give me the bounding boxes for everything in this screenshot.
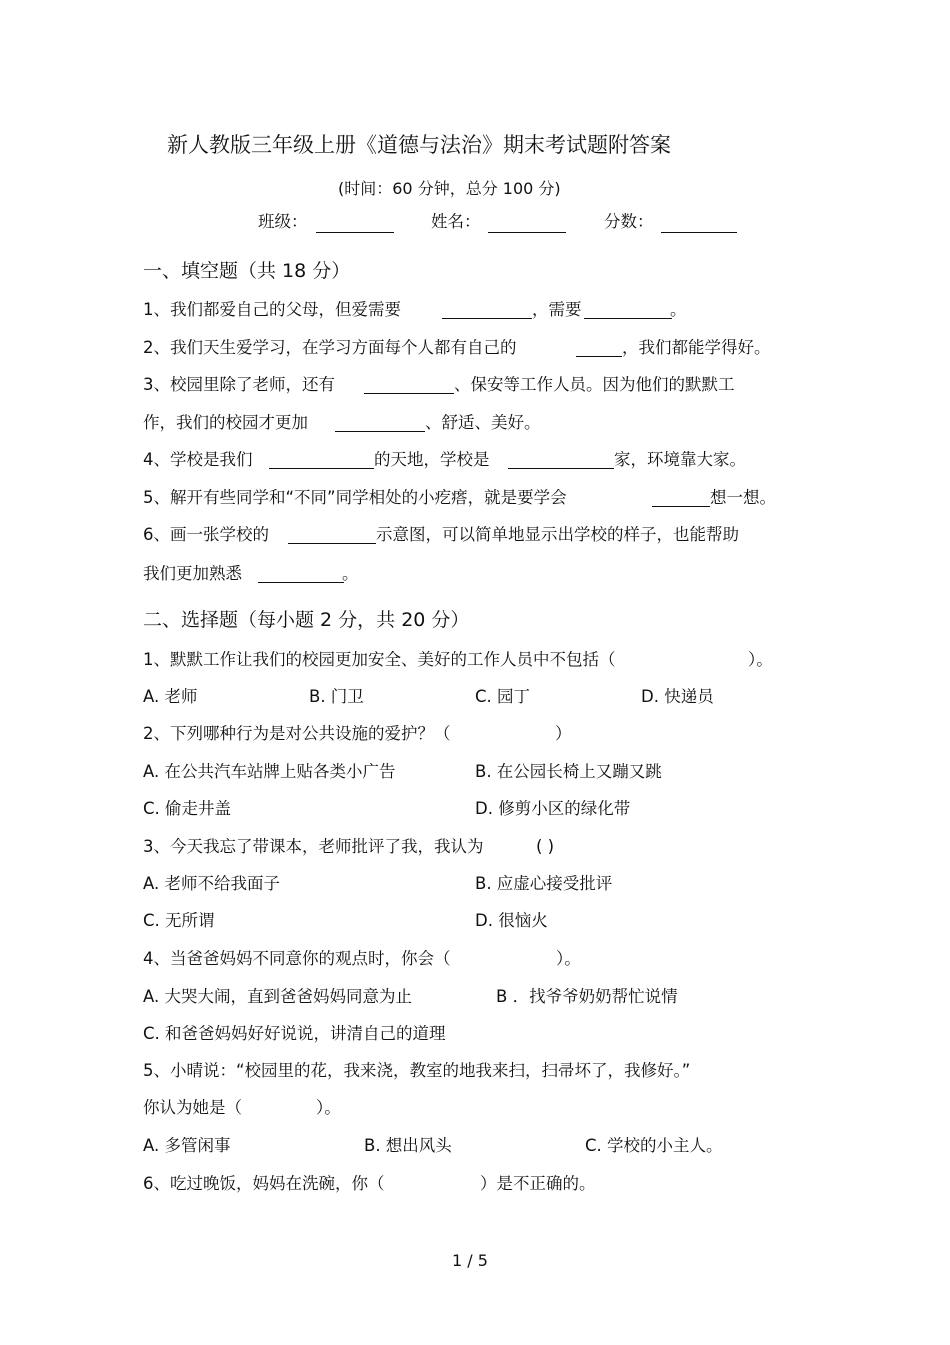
page-number: 1 / 5 [452, 1251, 488, 1270]
choice-question-5-stem-line2-end: ）。 [316, 1098, 341, 1117]
fill-question-2-blank-1[interactable] [576, 342, 622, 357]
choice-question-5-stem-line2: 你认为她是（ [143, 1098, 242, 1117]
fill-question-1-part-b: ，需要 [532, 300, 582, 319]
fill-question-4-blank-1[interactable] [269, 454, 374, 469]
fill-question-4-part-b: 的天地，学校是 [374, 450, 490, 469]
fill-question-6-part-d: 。 [342, 564, 359, 583]
fill-question-6-part-b: 示意图，可以简单地显示出学校的样子，也能帮助 [376, 525, 739, 544]
fill-question-4-blank-2[interactable] [508, 454, 614, 469]
fill-question-3-part-d: 、舒适、美好。 [425, 413, 541, 432]
fill-question-3-part-c: 作，我们的校园才更加 [143, 413, 308, 432]
class-field-label: 班级： [258, 212, 308, 231]
fill-question-2-part-a: 2、我们天生爱学习，在学习方面每个人都有自己的 [143, 338, 517, 357]
exam-info: (时间：60 分钟，总分 100 分) [338, 179, 561, 198]
fill-question-6-part-a: 6、画一张学校的 [143, 525, 269, 544]
choice-question-3-stem-end: ( ) [536, 837, 555, 856]
fill-question-1-part-a: 1、我们都爱自己的父母，但爱需要 [143, 300, 401, 319]
score-field-blank[interactable] [661, 218, 737, 233]
choice-question-1-stem-end: ）。 [748, 650, 773, 669]
fill-question-6-part-c: 我们更加熟悉 [143, 564, 242, 583]
choice-question-2-option-d[interactable]: D. 修剪小区的绿化带 [475, 799, 631, 818]
choice-question-2-stem-end: ） [555, 724, 572, 743]
choice-question-5-option-b[interactable]: B. 想出风头 [364, 1136, 452, 1155]
choice-question-5-option-a[interactable]: A. 多管闲事 [143, 1136, 231, 1155]
choice-question-4-option-b[interactable]: B ．找爷爷奶奶帮忙说情 [496, 987, 678, 1006]
fill-question-1-blank-1[interactable] [442, 304, 532, 319]
choice-question-4-option-a[interactable]: A. 大哭大闹，直到爸爸妈妈同意为止 [143, 987, 412, 1006]
choice-question-5-option-c[interactable]: C. 学校的小主人。 [585, 1136, 723, 1155]
choice-question-1-option-d[interactable]: D. 快递员 [641, 687, 714, 706]
fill-question-3-blank-1[interactable] [364, 379, 454, 394]
fill-question-6-blank-1[interactable] [288, 529, 376, 544]
choice-question-4-stem-end: ）。 [556, 949, 581, 968]
choice-question-5-stem: 5、小晴说：“校园里的花，我来浇，教室的地我来扫，扫帚坏了，我修好。” [143, 1061, 691, 1080]
section-heading-multiple-choice: 二、选择题（每小题 2 分，共 20 分） [143, 609, 470, 631]
choice-question-3-option-c[interactable]: C. 无所谓 [143, 911, 215, 930]
choice-question-3-stem: 3、今天我忘了带课本，老师批评了我，我认为 [143, 837, 484, 856]
fill-question-6-blank-2[interactable] [258, 568, 344, 583]
fill-question-5-part-b: 想一想。 [710, 488, 776, 507]
section-heading-fill-blank: 一、填空题（共 18 分） [143, 260, 351, 282]
score-field-label: 分数： [604, 212, 654, 231]
fill-question-3-blank-2[interactable] [335, 417, 425, 432]
choice-question-2-option-c[interactable]: C. 偷走井盖 [143, 799, 232, 818]
choice-question-2-option-a[interactable]: A. 在公共汽车站牌上贴各类小广告 [143, 762, 396, 781]
choice-question-3-option-b[interactable]: B. 应虚心接受批评 [475, 874, 613, 893]
fill-question-3-part-b: 、保安等工作人员。因为他们的默默工 [454, 375, 735, 394]
fill-question-2-part-b: ，我们都能学得好。 [622, 338, 771, 357]
name-field-label: 姓名： [431, 212, 481, 231]
fill-question-5-part-a: 5、解开有些同学和“不同”同学相处的小疙瘩，就是要学会 [143, 488, 567, 507]
choice-question-3-option-a[interactable]: A. 老师不给我面子 [143, 874, 280, 893]
fill-question-3-part-a: 3、校园里除了老师，还有 [143, 375, 335, 394]
choice-question-6-stem-end: ）是不正确的。 [480, 1174, 596, 1193]
choice-question-1-option-a[interactable]: A. 老师 [143, 687, 198, 706]
choice-question-2-option-b[interactable]: B. 在公园长椅上又蹦又跳 [475, 762, 662, 781]
document-title: 新人教版三年级上册《道德与法治》期末考试题附答案 [167, 133, 671, 157]
name-field-blank[interactable] [488, 218, 566, 233]
choice-question-1-option-b[interactable]: B. 门卫 [309, 687, 364, 706]
choice-question-6-stem: 6、吃过晚饭，妈妈在洗碗，你（ [143, 1174, 385, 1193]
fill-question-1-blank-2[interactable] [584, 304, 672, 319]
choice-question-4-stem: 4、当爸爸妈妈不同意你的观点时，你会（ [143, 949, 451, 968]
choice-question-4-option-c[interactable]: C. 和爸爸妈妈好好说说，讲清自己的道理 [143, 1024, 446, 1043]
fill-question-4-part-a: 4、学校是我们 [143, 450, 253, 469]
fill-question-5-blank-1[interactable] [652, 492, 710, 507]
choice-question-1-option-c[interactable]: C. 园丁 [475, 687, 531, 706]
class-field-blank[interactable] [316, 218, 394, 233]
choice-question-3-option-d[interactable]: D. 很恼火 [475, 911, 548, 930]
choice-question-1-stem: 1、默默工作让我们的校园更加安全、美好的工作人员中不包括（ [143, 650, 616, 669]
fill-question-1-part-c: 。 [670, 300, 687, 319]
choice-question-2-stem: 2、下列哪种行为是对公共设施的爱护？（ [143, 724, 451, 743]
fill-question-4-part-c: 家，环境靠大家。 [614, 450, 746, 469]
